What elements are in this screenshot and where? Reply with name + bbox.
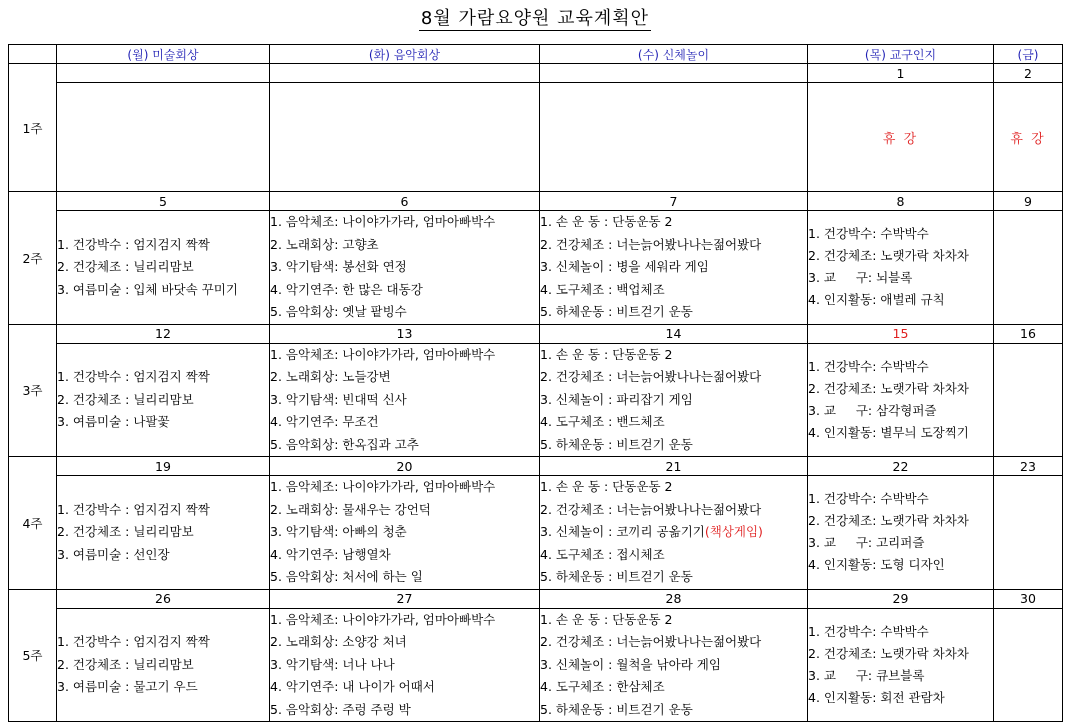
activity-item: 2. 건강체조: 노랫가락 차차차 xyxy=(808,513,969,529)
activity-item: 1. 손 운 동 : 단동운동 2 xyxy=(540,611,673,627)
activity-item: 4. 인지활동: 애벌레 규칙 xyxy=(808,292,945,308)
monday-activities xyxy=(57,343,270,457)
date-cell: 23 xyxy=(994,457,1063,476)
activity-item: 5. 하체운동 : 비트걷기 운동 xyxy=(540,304,693,319)
date-cell: 26 xyxy=(57,589,270,608)
date-cell: 12 xyxy=(57,324,270,343)
friday-activities xyxy=(994,211,1063,325)
activity-item: 2. 건강체조 : 닐리리맘보 xyxy=(57,259,194,274)
day-header-wed: (수) 신체놀이 xyxy=(540,45,808,64)
activity-item: 2. 건강체조: 노랫가락 차차차 xyxy=(808,248,969,264)
activity-item: 2. 건강체조 : 너는늙어봤나나는젊어봤다 xyxy=(540,501,762,517)
activity-item: 3. 신체놀이 : 병을 세워라 게임 xyxy=(540,259,709,274)
wednesday-activities xyxy=(540,608,808,722)
activity-item: 4. 도구체조 : 밴드체조 xyxy=(540,414,665,429)
activity-item: 4. 인지활동: 도형 디자인 xyxy=(808,557,945,573)
week-label: 5주 xyxy=(9,589,57,722)
date-cell: 21 xyxy=(540,457,808,476)
holiday-label: 휴 강 xyxy=(1010,131,1046,147)
date-cell: 28 xyxy=(540,589,808,608)
week-3-activity-row xyxy=(9,343,1063,457)
empty-cell xyxy=(57,83,270,192)
date-cell: 7 xyxy=(540,192,808,211)
week-label: 1주 xyxy=(9,64,57,192)
activity-item: 3. 교 구: 큐브블록 xyxy=(808,667,925,683)
thursday-activities xyxy=(808,343,994,457)
activity-item: 3. 악기탐색: 빈대떡 신사 xyxy=(270,391,407,407)
activity-item: 4. 도구체조 : 한삼체조 xyxy=(540,679,665,694)
date-cell: 22 xyxy=(808,457,994,476)
activity-item: 5. 하체운동 : 비트걷기 운동 xyxy=(540,436,693,452)
activity-item: 5. 음악회상: 한옥집과 고추 xyxy=(270,436,419,452)
week-1-activity-row xyxy=(9,83,1063,192)
education-plan-table xyxy=(8,44,1063,722)
tuesday-activities xyxy=(270,608,540,722)
activity-item: 1. 음악체조: 나이야가가라, 엄마아빠박수 xyxy=(270,214,496,229)
day-header-thu: (목) 교구인지 xyxy=(808,45,994,64)
week-3-date-row xyxy=(9,324,1063,343)
activity-item: 3. 악기탐색: 봉선화 연정 xyxy=(270,259,407,274)
day-header-tue: (화) 음악회상 xyxy=(270,45,540,64)
activity-item: 1. 손 운 동 : 단동운동 2 xyxy=(540,346,673,362)
week-2-date-row xyxy=(9,192,1063,211)
activity-item: 2. 건강체조: 노랫가락 차차차 xyxy=(808,645,969,661)
activity-item: 3. 교 구: 삼각형퍼즐 xyxy=(808,402,937,418)
day-header-mon: (월) 미술회상 xyxy=(57,45,270,64)
monday-activities xyxy=(57,476,270,590)
day-header-fri: (금) xyxy=(994,45,1063,64)
corner-cell xyxy=(9,45,57,64)
activity-item: 1. 건강박수: 수박박수 xyxy=(808,623,929,639)
activity-item: 1. 건강박수: 수박박수 xyxy=(808,491,929,507)
date-cell: 20 xyxy=(270,457,540,476)
date-cell: 9 xyxy=(994,192,1063,211)
activity-text: 3. 신체놀이 : 코끼리 공옮기기 xyxy=(540,524,705,539)
holiday-cell xyxy=(994,83,1063,192)
activity-item: 4. 악기연주: 한 많은 대동강 xyxy=(270,281,423,297)
holiday-date-cell: 15 xyxy=(808,324,994,343)
thursday-activities xyxy=(808,211,994,325)
activity-item: 4. 악기연주: 무조건 xyxy=(270,414,379,429)
friday-activities xyxy=(994,343,1063,457)
activity-item: 4. 악기연주: 남행열차 xyxy=(270,546,391,562)
date-cell: 27 xyxy=(270,589,540,608)
activity-item: 3. 교 구: 뇌블록 xyxy=(808,270,913,286)
activity-item: 1. 손 운 동 : 단동운동 2 xyxy=(540,214,673,229)
week-4-activity-row xyxy=(9,476,1063,590)
date-cell: 6 xyxy=(270,192,540,211)
thursday-activities xyxy=(808,608,994,722)
activity-item: 3. 여름미술 : 물고기 우드 xyxy=(57,679,198,694)
activity-item: 5. 하체운동 : 비트걷기 운동 xyxy=(540,701,693,717)
tuesday-activities xyxy=(270,476,540,590)
activity-item: 1. 건강박수: 수박박수 xyxy=(808,226,929,242)
activity-item: 3. 여름미술 : 입체 바닷속 꾸미기 xyxy=(57,281,238,297)
week-5-activity-row xyxy=(9,608,1063,722)
activity-note: (책상게임) xyxy=(704,524,763,539)
activity-item: 2. 건강체조: 노랫가락 차차차 xyxy=(808,380,969,396)
week-label: 3주 xyxy=(9,324,57,457)
activity-item: 2. 노래회상: 물새우는 강언덕 xyxy=(270,501,431,517)
week-1-date-row xyxy=(9,64,1063,83)
date-cell: 14 xyxy=(540,324,808,343)
activity-item: 4. 도구체조 : 백업체조 xyxy=(540,281,665,297)
monday-activities xyxy=(57,211,270,325)
thursday-activities xyxy=(808,476,994,590)
activity-item: 1. 음악체조: 나이야가가라, 엄마아빠박수 xyxy=(270,479,496,494)
activity-item: 4. 악기연주: 내 나이가 어때서 xyxy=(270,679,435,694)
activity-item: 4. 도구체조 : 접시체조 xyxy=(540,546,665,562)
activity-item: 1. 건강박수 : 엄지검지 짝짝 xyxy=(57,501,210,517)
week-5-date-row xyxy=(9,589,1063,608)
activity-item: 2. 건강체조 : 닐리리맘보 xyxy=(57,656,194,672)
date-cell xyxy=(540,64,808,83)
holiday-label: 휴 강 xyxy=(882,131,919,147)
tuesday-activities xyxy=(270,343,540,457)
date-cell: 30 xyxy=(994,589,1063,608)
date-cell: 13 xyxy=(270,324,540,343)
date-cell: 2 xyxy=(994,64,1063,83)
friday-activities xyxy=(994,608,1063,722)
date-cell: 1 xyxy=(808,64,994,83)
activity-item: 2. 노래회상: 소양강 처녀 xyxy=(270,634,407,649)
activity-item: 5. 음악회상: 처서에 하는 일 xyxy=(270,569,423,584)
activity-item: 3. 신체놀이 : 월척을 낚아라 게임 xyxy=(540,656,721,672)
activity-item: 1. 음악체조: 나이야가가라, 엄마아빠박수 xyxy=(270,611,496,627)
day-header-row xyxy=(9,45,1063,64)
activity-item: 2. 건강체조 : 닐리리맘보 xyxy=(57,391,194,407)
week-label: 4주 xyxy=(9,457,57,590)
tuesday-activities xyxy=(270,211,540,325)
date-cell xyxy=(57,64,270,83)
date-cell: 5 xyxy=(57,192,270,211)
activity-item: 2. 건강체조 : 닐리리맘보 xyxy=(57,524,194,539)
activity-item: 1. 손 운 동 : 단동운동 2 xyxy=(540,479,673,494)
empty-cell xyxy=(540,83,808,192)
activity-item: 5. 하체운동 : 비트걷기 운동 xyxy=(540,569,693,584)
activity-item: 3. 악기탐색: 아빠의 청춘 xyxy=(270,524,407,539)
week-2-activity-row xyxy=(9,211,1063,325)
activity-item: 5. 음악회상: 주렁 주렁 박 xyxy=(270,701,411,717)
activity-item xyxy=(540,521,807,544)
activity-item: 5. 음악회상: 옛날 팥빙수 xyxy=(270,304,407,319)
activity-item: 1. 건강박수 : 엄지검지 짝짝 xyxy=(57,369,210,384)
date-cell: 8 xyxy=(808,192,994,211)
week-4-date-row xyxy=(9,457,1063,476)
activity-item: 1. 음악체조: 나이야가가라, 엄마아빠박수 xyxy=(270,346,496,362)
activity-item: 3. 신체놀이 : 파리잡기 게임 xyxy=(540,391,693,407)
activity-item: 2. 건강체조 : 너는늙어봤나나는젊어봤다 xyxy=(540,236,762,252)
date-cell: 19 xyxy=(57,457,270,476)
monday-activities xyxy=(57,608,270,722)
wednesday-activities xyxy=(540,211,808,325)
activity-item: 1. 건강박수 : 엄지검지 짝짝 xyxy=(57,634,210,649)
date-cell xyxy=(270,64,540,83)
activity-item: 2. 노래회상: 노들강변 xyxy=(270,369,391,384)
page-title: 8월 가람요양원 교육계획안 xyxy=(420,8,650,29)
activity-item: 3. 여름미술 : 선인장 xyxy=(57,546,170,562)
activity-item: 4. 인지활동: 별무늬 도장찍기 xyxy=(808,424,969,440)
activity-item: 1. 건강박수 : 엄지검지 짝짝 xyxy=(57,236,210,252)
date-cell: 29 xyxy=(808,589,994,608)
wednesday-activities xyxy=(540,476,808,590)
activity-item: 3. 악기탐색: 너나 나나 xyxy=(270,656,395,672)
activity-item: 2. 건강체조 : 너는늙어봤나나는젊어봤다 xyxy=(540,369,762,384)
date-cell: 16 xyxy=(994,324,1063,343)
holiday-cell xyxy=(808,83,994,192)
activity-item: 3. 교 구: 고리퍼즐 xyxy=(808,535,925,551)
activity-item: 2. 건강체조 : 너는늙어봤나나는젊어봤다 xyxy=(540,634,762,649)
week-label: 2주 xyxy=(9,192,57,325)
friday-activities xyxy=(994,476,1063,590)
activity-item: 3. 여름미술 : 나팔꽃 xyxy=(57,414,170,429)
empty-cell xyxy=(270,83,540,192)
activity-item: 2. 노래회상: 고향초 xyxy=(270,236,379,252)
activity-item: 4. 인지활동: 회전 관람차 xyxy=(808,689,945,705)
wednesday-activities xyxy=(540,343,808,457)
activity-item: 1. 건강박수: 수박박수 xyxy=(808,358,929,374)
